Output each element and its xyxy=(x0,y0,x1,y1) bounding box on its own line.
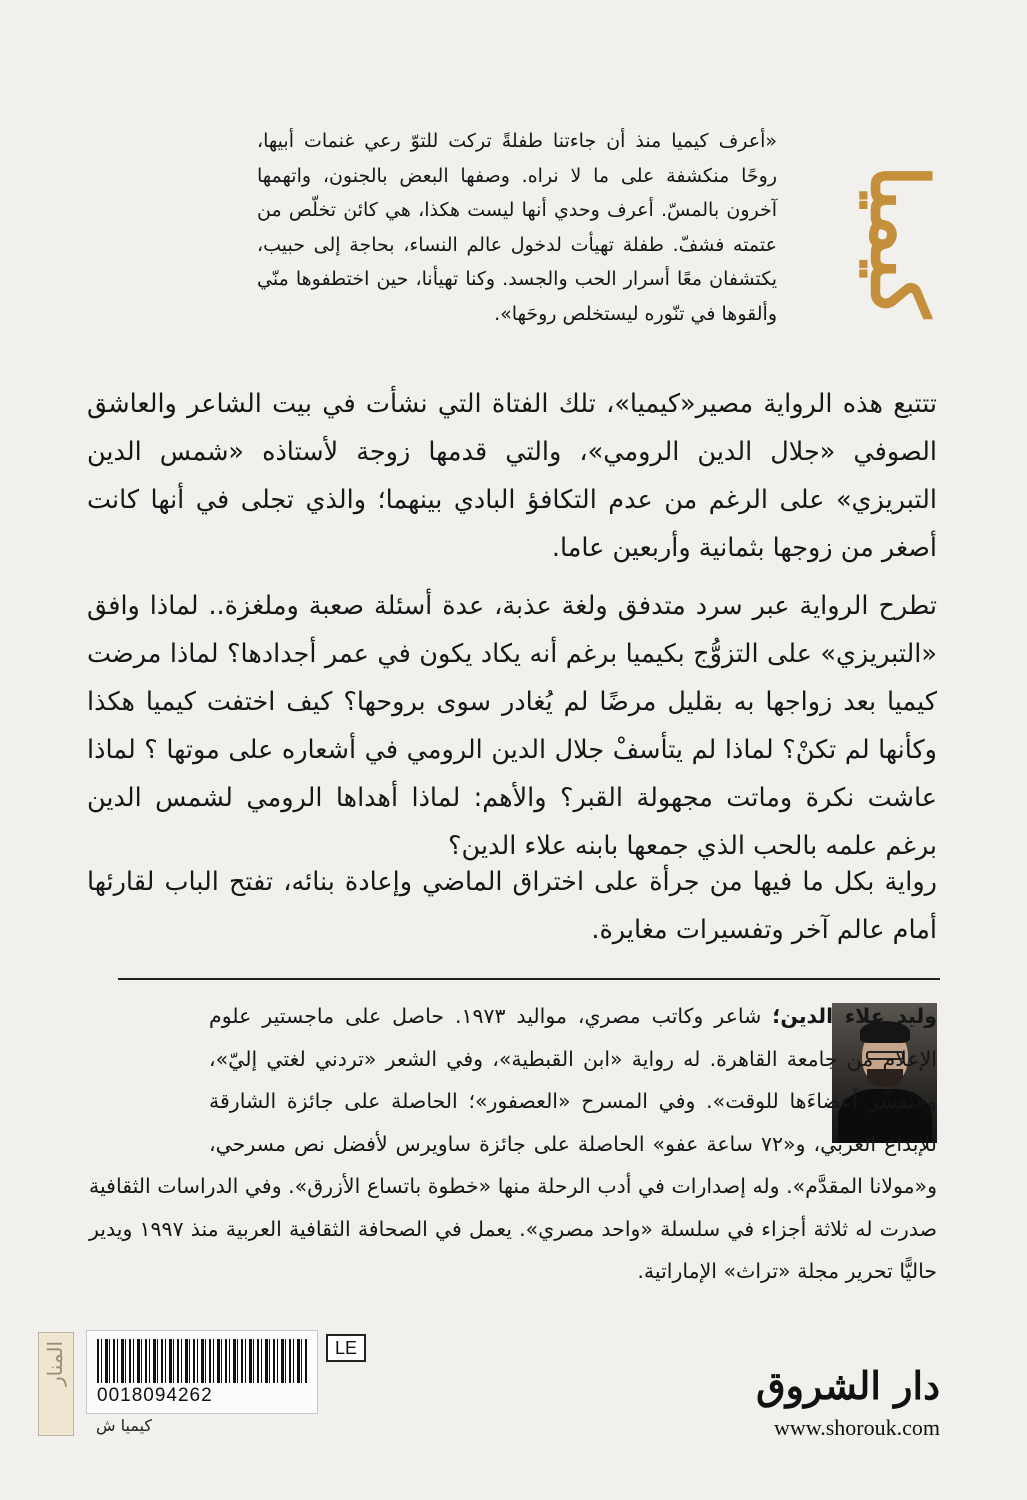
publisher-url[interactable]: www.shorouk.com xyxy=(774,1415,940,1440)
book-title-calligraphy: كيميا xyxy=(853,164,944,318)
barcode-label xyxy=(86,1330,318,1414)
price-tag: LE xyxy=(326,1334,366,1362)
library-name: المنار xyxy=(43,1341,67,1386)
author-name: وليد علاء الدين؛ xyxy=(772,1004,937,1028)
publisher-logo: دار الشروق xyxy=(756,1363,940,1408)
author-bio-text: شاعر وكاتب مصري، مواليد ١٩٧٣. حاصل على ماجستير علوم الإعلام من جامعة القاهرة. له رواية «ابن القبطية»، وفي الشعر «تردني لغتي إليّ»، و«تُفسِّر أعضاءَها للوقت». وفي المسرح «العصفور»؛ الحاصلة على جائزة الشارقة للإبداع العربي، و«٧٢ ساعة عفو» الحاصلة على جائزة ساويرس لأفضل نص مسرحي، و«مولانا المقدَّم». وله إصدارات في أدب الرحلة منها «خطوة باتساع الأزرق». وفي الدراسات الثقافية صدرت له ثلاثة أجزاء في سلسلة «واحد مصري». يعمل في الصحافة الثقافية العربية منذ ١٩٩٧ ويدير حاليًّا تحرير مجلة «تراث» الإماراتية. xyxy=(89,1004,937,1283)
section-divider xyxy=(118,978,940,980)
barcode-icon xyxy=(97,1339,307,1383)
author-bio xyxy=(89,995,937,1293)
synopsis-paragraph-1: تتتبع هذه الرواية مصير«كيميا»، تلك الفتاة التي نشأت في بيت الشاعر والعاشق الصوفي «جلال الدين الرومي»، والتي قدمها زوجة لأستاذه «شمس الدين التبريزي» على الرغم من عدم التكافؤ البادي بينهما؛ والذي تجلى في أنها كانت أصغر من زوجها بثمانية وأربعين عاما. xyxy=(87,389,937,563)
synopsis-paragraph-2: تطرح الرواية عبر سرد متدفق ولغة عذبة، عدة أسئلة صعبة وملغزة.. لماذا وافق «التبريزي» على التزوُّج بكيميا برغم أنه يكاد يكون في عمر أجدادها؟ لماذا مرضت كيميا بعد زواجها به بقليل مرضًا لم يُغادر سوى بروحها؟ كيف اختفت كيميا هكذا وكأنها لم تكنْ؟ لماذا لم يتأسفْ جلال الدين الرومي في أشعاره على موتها ؟ لماذا عاشت نكرة وماتت مجهولة القبر؟ والأهم: لماذا أهداها الرومي لشمس الدين برغم علمه بالحب الذي جمعها بابنه علاء الدين؟ xyxy=(87,591,937,861)
library-sticker xyxy=(38,1330,368,1442)
synopsis-paragraph-3: رواية بكل ما فيها من جرأة على اختراق الماضي وإعادة بنائه، تفتح الباب لقارئها أمام عالم آخر وتفسيرات مغايرة. xyxy=(87,867,937,945)
excerpt-quote: «أعرف كيميا منذ أن جاءتنا طفلةً تركت للتوّ رعي غنمات أبيها، روحًا منكشفة على ما لا نراه. وصفها البعض بالجنون، واتهمها آخرون بالمسّ. أعرف وحدي أنها ليست هكذا، هي كائن تخلّص من عتمته فشفّ. طفلة تهيأت لدخول عالم النساء، بحاجة إلى حبيب، يكتشفان معًا أسرار الحب والجسد. وكنا تهيأنا، حين اختطفوها منّي وألقوها في تنّوره ليستخلص روحَها». xyxy=(257,130,777,325)
barcode-number: 0018094262 xyxy=(97,1385,213,1406)
call-number: كيميا ش xyxy=(96,1416,153,1435)
library-tab xyxy=(38,1332,74,1436)
